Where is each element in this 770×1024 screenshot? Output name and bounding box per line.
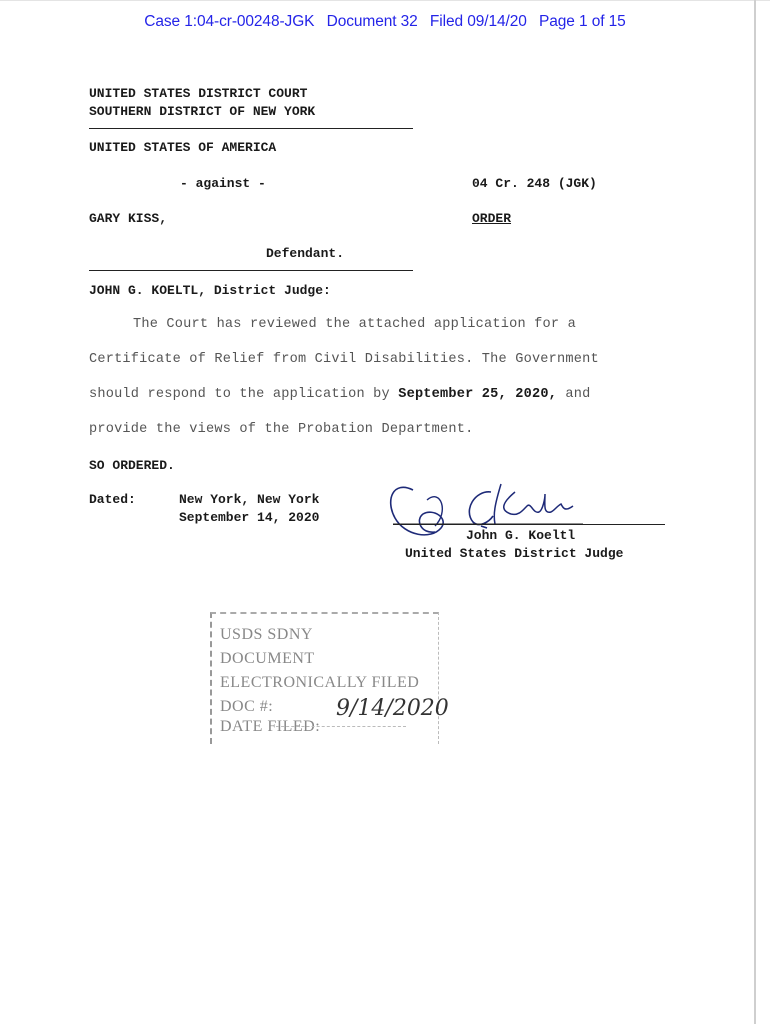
stamp-date: 9/14/2020 bbox=[336, 696, 449, 721]
ecf-header bbox=[0, 13, 770, 31]
judge-title: United States District Judge bbox=[405, 546, 624, 561]
stamp-line-1: USDS SDNY bbox=[220, 626, 313, 643]
caption-bottom-rule bbox=[89, 270, 413, 271]
stamp-line-5: DATE FILED: bbox=[220, 718, 321, 735]
dated-place: New York, New York bbox=[179, 492, 320, 507]
stamp-dash bbox=[276, 726, 406, 727]
dated-label: Dated: bbox=[89, 492, 136, 507]
document-title: ORDER bbox=[472, 211, 512, 226]
versus-label: - against - bbox=[180, 176, 266, 191]
response-deadline: September 25, 2020, bbox=[398, 387, 558, 402]
plaintiff-name: UNITED STATES OF AMERICA bbox=[89, 140, 277, 155]
dated-date: September 14, 2020 bbox=[179, 510, 320, 525]
usdc-filing-stamp bbox=[210, 612, 449, 744]
body-line-3-end: and bbox=[565, 387, 591, 402]
stamp-line-3: ELECTRONICALLY FILED bbox=[220, 674, 420, 691]
so-ordered: SO ORDERED. bbox=[89, 458, 175, 473]
page-count: Page 1 of 15 bbox=[538, 13, 626, 30]
judge-name: John G. Koeltl bbox=[466, 528, 576, 543]
caption-top-rule bbox=[89, 128, 413, 129]
defendant-role: Defendant. bbox=[266, 246, 345, 261]
body-line-2: Certificate of Relief from Civil Disabilities. The Government bbox=[89, 352, 599, 367]
defendant-name: GARY KISS, bbox=[89, 211, 168, 226]
body-line-4: provide the views of the Probation Department. bbox=[89, 422, 474, 437]
body-line-1: The Court has reviewed the attached application for a bbox=[133, 317, 576, 332]
court-name: UNITED STATES DISTRICT COURT bbox=[89, 86, 308, 101]
document-number: Document 32 bbox=[326, 13, 418, 30]
court-district: SOUTHERN DISTRICT OF NEW YORK bbox=[89, 104, 316, 119]
judge-heading: JOHN G. KOELTL, District Judge: bbox=[89, 283, 331, 298]
filed-date: Filed 09/14/20 bbox=[429, 13, 527, 30]
docket-number: 04 Cr. 248 (JGK) bbox=[472, 176, 597, 191]
body-line-3-start: should respond to the application by bbox=[89, 387, 390, 402]
stamp-line-2: DOCUMENT bbox=[220, 650, 315, 667]
page-right-edge bbox=[754, 0, 756, 1024]
case-number: Case 1:04-cr-00248-JGK bbox=[144, 13, 315, 30]
body-line-3 bbox=[89, 387, 590, 402]
signature-line bbox=[393, 524, 665, 525]
page-top-edge bbox=[0, 0, 770, 1]
stamp-line-4: DOC #: bbox=[220, 698, 274, 715]
